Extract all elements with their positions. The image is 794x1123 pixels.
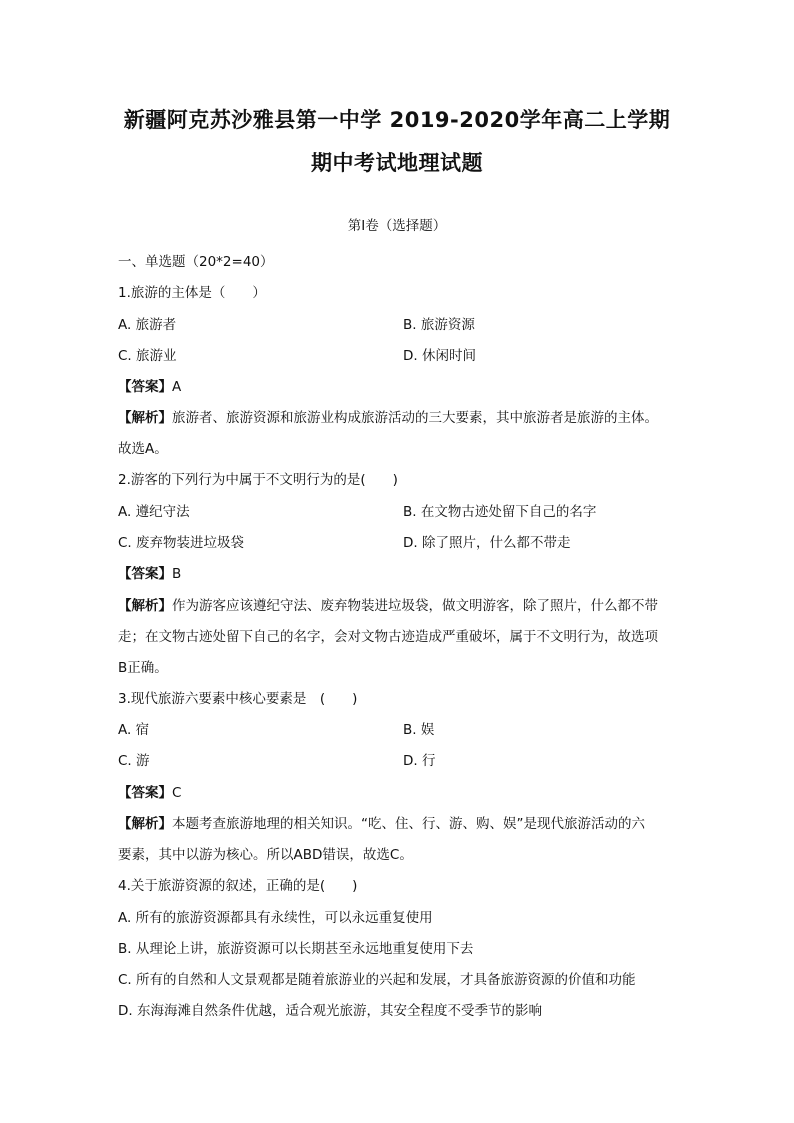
title-line-2: 期中考试地理试题 [311,151,483,175]
analysis-tag: 【解析】 [118,598,172,614]
q2-option-d: D. 除了照片，什么都不带走 [403,535,571,551]
analysis-tag: 【解析】 [118,410,172,426]
q1-answer-value: A [172,379,182,395]
q1-answer [118,375,181,395]
q2-option-b: B. 在文物古迹处留下自己的名字 [403,504,597,520]
part-heading: 一、单选题（20*2=40） [118,254,274,270]
q1-option-b: B. 旅游资源 [403,317,475,333]
q2-option-c: C. 废弃物装进垃圾袋 [118,535,245,551]
q3-analysis-line-1: 【解析】本题考查旅游地理的相关知识。“吃、住、行、游、购、娱”是现代旅游活动的六 [118,816,645,832]
q2-answer [118,562,181,582]
q3-option-c: C. 游 [118,753,150,769]
q3-option-a: A. 宿 [118,722,150,738]
question-3-stem: 3.现代旅游六要素中核心要素是 ( ) [118,691,358,707]
q1-analysis-line-1: 【解析】旅游者、旅游资源和旅游业构成旅游活动的三大要素，其中旅游者是旅游的主体。 [118,410,658,426]
q2-analysis-line-3: B正确。 [118,660,168,676]
q4-option-b: B. 从理论上讲，旅游资源可以长期甚至永远地重复使用下去 [118,941,474,957]
q1-option-d: D. 休闲时间 [403,348,476,364]
q4-option-c: C. 所有的自然和人文景观都是随着旅游业的兴起和发展，才具备旅游资源的价值和功能 [118,972,636,988]
answer-tag: 【答案】 [118,785,172,801]
q2-analysis-line-2: 走；在文物古迹处留下自己的名字，会对文物古迹造成严重破坏，属于不文明行为，故选项 [118,629,658,645]
q3-answer-value: C [172,785,182,801]
question-2-stem: 2.游客的下列行为中属于不文明行为的是( ) [118,472,398,488]
q1-option-a: A. 旅游者 [118,317,177,333]
q3-answer [118,781,181,801]
q3-analysis-line-2: 要素，其中以游为核心。所以ABD错误，故选C。 [118,847,413,863]
answer-tag: 【答案】 [118,566,172,582]
q1-analysis-line-2: 故选A。 [118,441,168,457]
question-4-stem: 4.关于旅游资源的叙述，正确的是( ) [118,878,358,894]
q1-option-c: C. 旅游业 [118,348,177,364]
title-line-1: 新疆阿克苏沙雅县第一中学 2019-2020学年高二上学期 [123,108,671,132]
q3-option-d: D. 行 [403,753,436,769]
q4-option-d: D. 东海海滩自然条件优越，适合观光旅游，其安全程度不受季节的影响 [118,1003,542,1019]
question-1-stem: 1.旅游的主体是（ ） [118,285,266,301]
q2-answer-value: B [172,566,182,582]
analysis-tag: 【解析】 [118,816,172,832]
q2-analysis-line-1: 【解析】作为游客应该遵纪守法、废弃物装进垃圾袋，做文明游客，除了照片，什么都不带 [118,598,658,614]
section-title: 第Ⅰ卷（选择题） [347,218,447,234]
answer-tag: 【答案】 [118,379,172,395]
q2-option-a: A. 遵纪守法 [118,504,190,520]
q3-option-b: B. 娱 [403,722,435,738]
q4-option-a: A. 所有的旅游资源都具有永续性，可以永远重复使用 [118,910,433,926]
